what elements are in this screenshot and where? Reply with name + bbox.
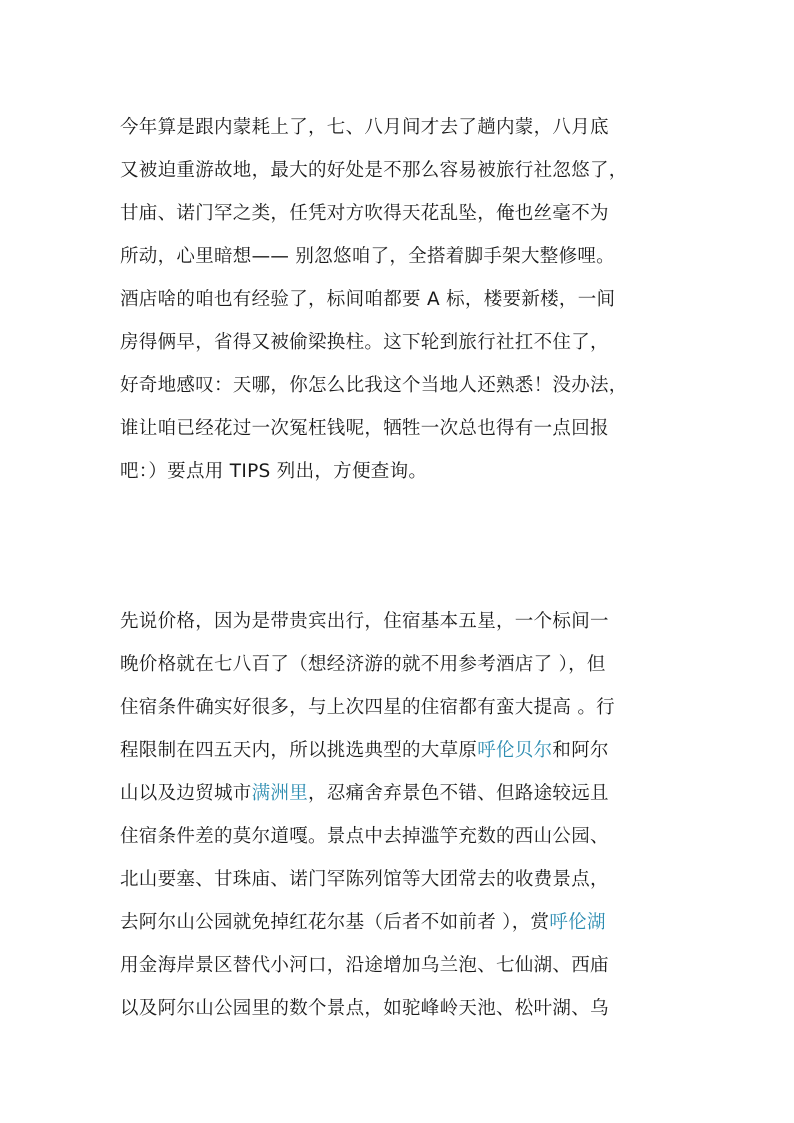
text-segment: 用金海岸景区替代小河口，沿途增加乌兰泡、七仙湖、西庙 (120, 955, 609, 976)
text-segment: 谁让咱已经花过一次冤枉钱呢，牺牲一次总也得有一点回报 (120, 418, 609, 439)
text-line (120, 325, 700, 361)
text-segment: 以及阿尔山公园里的数个景点，如驼峰岭天池、松叶湖、乌 (120, 998, 609, 1019)
text-line (120, 690, 700, 726)
text-line (120, 282, 700, 318)
text-segment: 去阿尔山公园就免掉红花尔基（后者不如前者 ），赏 (120, 912, 550, 933)
text-segment: 山以及边贸城市 (120, 783, 252, 804)
text-line (120, 604, 700, 640)
text-segment: 酒店啥的咱也有经验了，标间咱都要 A 标，楼要新楼，一间 (120, 289, 616, 310)
text-segment: 北山要塞、甘珠庙、诺门罕陈列馆等大团常去的收费景点， (120, 869, 609, 890)
text-line (120, 153, 700, 189)
text-line (120, 647, 700, 683)
place-link[interactable]: 满洲里 (251, 783, 309, 804)
text-segment: 程限制在四五天内，所以挑选典型的大草原 (120, 740, 478, 761)
place-link[interactable]: 呼伦湖 (549, 912, 606, 933)
text-segment: ，忍痛舍弃景色不错、但路途较远且 (308, 783, 609, 804)
text-segment: 晚价格就在七八百了（想经济游的就不用参考酒店了 ），但 (120, 654, 606, 675)
text-line (120, 862, 700, 898)
text-line (120, 948, 700, 984)
text-line (120, 776, 700, 812)
text-segment: 所动，心里暗想—— 别忽悠咱了，全搭着脚手架大整修哩。 (120, 246, 615, 267)
text-segment: 和阿尔 (552, 740, 609, 761)
text-segment: 甘庙、诺门罕之类，任凭对方吹得天花乱坠，俺也丝毫不为 (120, 203, 609, 224)
text-line (120, 454, 700, 490)
place-link[interactable]: 呼伦贝尔 (477, 740, 553, 761)
text-line (120, 905, 700, 941)
text-line (120, 239, 700, 275)
text-segment: 住宿条件差的莫尔道嘎。景点中去掉滥竽充数的西山公园、 (120, 826, 609, 847)
text-segment: 今年算是跟内蒙耗上了，七、八月间才去了趟内蒙，八月底 (120, 117, 609, 138)
text-segment: 好奇地感叹：天哪，你怎么比我这个当地人还熟悉！没办法， (120, 375, 628, 396)
text-segment: 房得俩早，省得又被偷梁换柱。这下轮到旅行社扛不住了， (120, 332, 609, 353)
text-line (120, 196, 700, 232)
text-segment: 又被迫重游故地，最大的好处是不那么容易被旅行社忽悠了， (120, 160, 628, 181)
text-line (120, 733, 700, 769)
paragraph-price (120, 604, 700, 1027)
text-segment: 住宿条件确实好很多，与上次四星的住宿都有蛮大提高 。行 (120, 697, 615, 718)
text-segment: 吧：）要点用 TIPS 列出，方便查询。 (120, 461, 428, 482)
text-line (120, 991, 700, 1027)
text-line (120, 110, 700, 146)
text-segment: 先说价格，因为是带贵宾出行，住宿基本五星，一个标间一 (120, 611, 609, 632)
text-line (120, 368, 700, 404)
paragraph-intro (120, 110, 700, 490)
text-line (120, 411, 700, 447)
text-line (120, 819, 700, 855)
